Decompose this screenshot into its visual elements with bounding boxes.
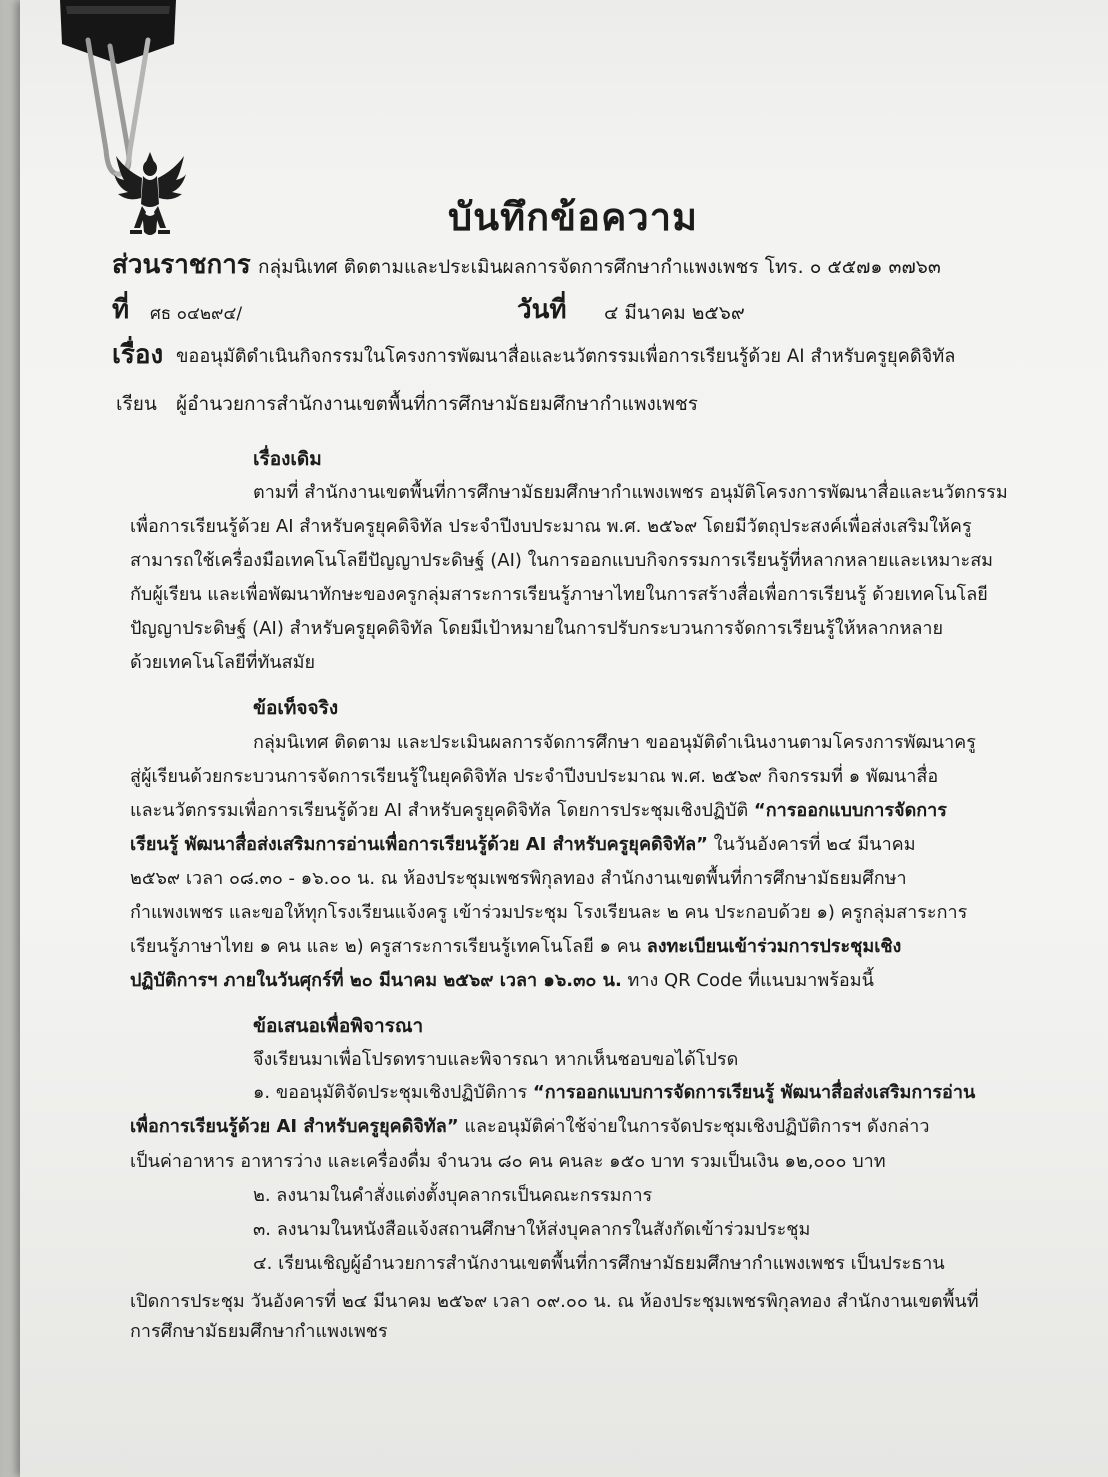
subject-label: เรื่อง	[112, 340, 164, 370]
proposal-item-1	[253, 1081, 975, 1105]
proposal-intro: จึงเรียนมาเพื่อโปรดทราบและพิจารณา หากเห็นชอบขอได้โปรด	[253, 1049, 739, 1070]
facts-line: กำแพงเพชร และขอให้ทุกโรงเรียนแจ้งครู เข้าร่วมประชุม โรงเรียนละ ๒ คน ประกอบด้วย ๑) ครูกลุ่มสาระการ	[130, 902, 968, 923]
background-line: สามารถใช้เครื่องมือเทคโนโลยีปัญญาประดิษฐ์ (AI) ในการออกแบบกิจกรรมการเรียนรู้ที่หลากหลายและเหมาะสม	[130, 550, 994, 571]
proposal-item-1-cost: เป็นค่าอาหาร อาหารว่าง และเครื่องดื่ม จำนวน ๘๐ คน คนละ ๑๕๐ บาท รวมเป็นเงิน ๑๒,๐๐๐ บาท	[130, 1151, 886, 1172]
background-line: เพื่อการเรียนรู้ด้วย AI สำหรับครูยุคดิจิทัล ประจำปีงบประมาณ พ.ศ. ๒๕๖๙ โดยมีวัตถุประสงค์เพื่อส่งเสริมให้ครู	[130, 516, 972, 537]
workshop-title-bold: เพื่อการเรียนรู้ด้วย AI สำหรับครูยุคดิจิทัล”	[130, 1116, 459, 1137]
date-value: ๔ มีนาคม ๒๕๖๙	[604, 302, 745, 324]
workshop-title-bold: เรียนรู้ พัฒนาสื่อส่งเสริมการอ่านเพื่อการเรียนรู้ด้วย AI สำหรับครูยุคดิจิทัล”	[130, 834, 708, 855]
proposal-heading: ข้อเสนอเพื่อพิจารณา	[253, 1015, 424, 1037]
division-value: กลุ่มนิเทศ ติดตามและประเมินผลการจัดการศึกษากำแพงเพชร โทร. ๐ ๕๕๗๑ ๓๗๖๓	[258, 256, 941, 278]
background-heading: เรื่องเดิม	[253, 448, 322, 470]
background-line: กับผู้เรียน และเพื่อพัฒนาทักษะของครูกลุ่มสาระการเรียนรู้ภาษาไทยในการสร้างสื่อเพื่อการเรียนรู้ ด้วยเทคโนโลยี	[130, 584, 988, 605]
workshop-title-bold: “การออกแบบการจัดการ	[753, 800, 947, 821]
division-label: ส่วนราชการ	[112, 250, 251, 280]
facts-line	[130, 833, 916, 857]
proposal-item-4-cont: เปิดการประชุม วันอังคารที่ ๒๔ มีนาคม ๒๕๖๙ เวลา ๐๙.๐๐ น. ณ ห้องประชุมเพชรพิกุลทอง สำนักงานเขตพื้นที่	[130, 1291, 979, 1312]
proposal-item-3: ๓. ลงนามในหนังสือแจ้งสถานศึกษาให้ส่งบุคลากรในสังกัดเข้าร่วมประชุม	[253, 1219, 811, 1240]
facts-line	[130, 969, 874, 993]
background-line: ด้วยเทคโนโลยีที่ทันสมัย	[130, 652, 316, 673]
facts-text: ทาง QR Code ที่แนบมาพร้อมนี้	[621, 970, 874, 991]
facts-line	[130, 799, 947, 823]
reference-label: ที่	[112, 295, 130, 325]
facts-heading: ข้อเท็จจริง	[253, 697, 339, 719]
registration-bold: ลงทะเบียนเข้าร่วมการประชุมเชิง	[646, 936, 902, 957]
background-line: ตามที่ สำนักงานเขตพื้นที่การศึกษามัธยมศึกษากำแพงเพชร อนุมัติโครงการพัฒนาสื่อและนวัตกรรม	[253, 482, 1008, 503]
proposal-item-1-cont	[130, 1115, 929, 1139]
proposal-item-2: ๒. ลงนามในคำสั่งแต่งตั้งบุคลากรเป็นคณะกรรมการ	[253, 1185, 653, 1206]
background-line: ปัญญาประดิษฐ์ (AI) สำหรับครูยุคดิจิทัล โดยมีเป้าหมายในการปรับกระบวนการจัดการเรียนรู้ให้หลากหลาย	[130, 618, 943, 639]
facts-line: ๒๕๖๙ เวลา ๐๘.๓๐ - ๑๖.๐๐ น. ณ ห้องประชุมเพชรพิกุลทอง สำนักงานเขตพื้นที่การศึกษามัธยมศึกษา	[130, 868, 907, 889]
memo-title: บันทึกข้อความ	[448, 195, 699, 239]
facts-line: กลุ่มนิเทศ ติดตาม และประเมินผลการจัดการศึกษา ขออนุมัติดำเนินงานตามโครงการพัฒนาครู	[253, 732, 976, 753]
date-label: วันที่	[517, 295, 567, 325]
facts-text: เรียนรู้ภาษาไทย ๑ คน และ ๒) ครูสาระการเรียนรู้เทคโนโลยี ๑ คน	[130, 936, 647, 957]
recipient-value: ผู้อำนวยการสำนักงานเขตพื้นที่การศึกษามัธยมศึกษากำแพงเพชร	[176, 393, 698, 415]
proposal-text: และอนุมัติค่าใช้จ่ายในการจัดประชุมเชิงปฏิบัติการฯ ดังกล่าว	[458, 1116, 930, 1137]
recipient-label: เรียน	[116, 393, 157, 415]
facts-text: ในวันอังคารที่ ๒๔ มีนาคม	[707, 834, 916, 855]
workshop-title-bold: “การออกแบบการจัดการเรียนรู้ พัฒนาสื่อส่งเสริมการอ่าน	[532, 1082, 976, 1103]
facts-text: และนวัตกรรมเพื่อการเรียนรู้ด้วย AI สำหรับครูยุคดิจิทัล โดยการประชุมเชิงปฏิบัติ	[130, 800, 754, 821]
proposal-item-4: ๔. เรียนเชิญผู้อำนวยการสำนักงานเขตพื้นที่การศึกษามัธยมศึกษากำแพงเพชร เป็นประธาน	[253, 1253, 945, 1274]
facts-line	[130, 935, 901, 959]
subject-value: ขออนุมัติดำเนินกิจกรรมในโครงการพัฒนาสื่อและนวัตกรรมเพื่อการเรียนรู้ด้วย AI สำหรับครูยุคดิจิทัล	[176, 346, 956, 367]
proposal-text: ๑. ขออนุมัติจัดประชุมเชิงปฏิบัติการ	[253, 1082, 533, 1103]
facts-line: สู่ผู้เรียนด้วยกระบวนการจัดการเรียนรู้ในยุคดิจิทัล ประจำปีงบประมาณ พ.ศ. ๒๕๖๙ กิจกรรมที่ ๑ พัฒนาสื่อ	[130, 766, 939, 787]
registration-deadline-bold: ปฏิบัติการฯ ภายในวันศุกร์ที่ ๒๐ มีนาคม ๒๕๖๙ เวลา ๑๖.๓๐ น.	[130, 970, 622, 991]
proposal-item-4-cont: การศึกษามัธยมศึกษากำแพงเพชร	[130, 1321, 388, 1342]
reference-number: ศธ ๐๔๒๙๔/	[150, 304, 243, 324]
